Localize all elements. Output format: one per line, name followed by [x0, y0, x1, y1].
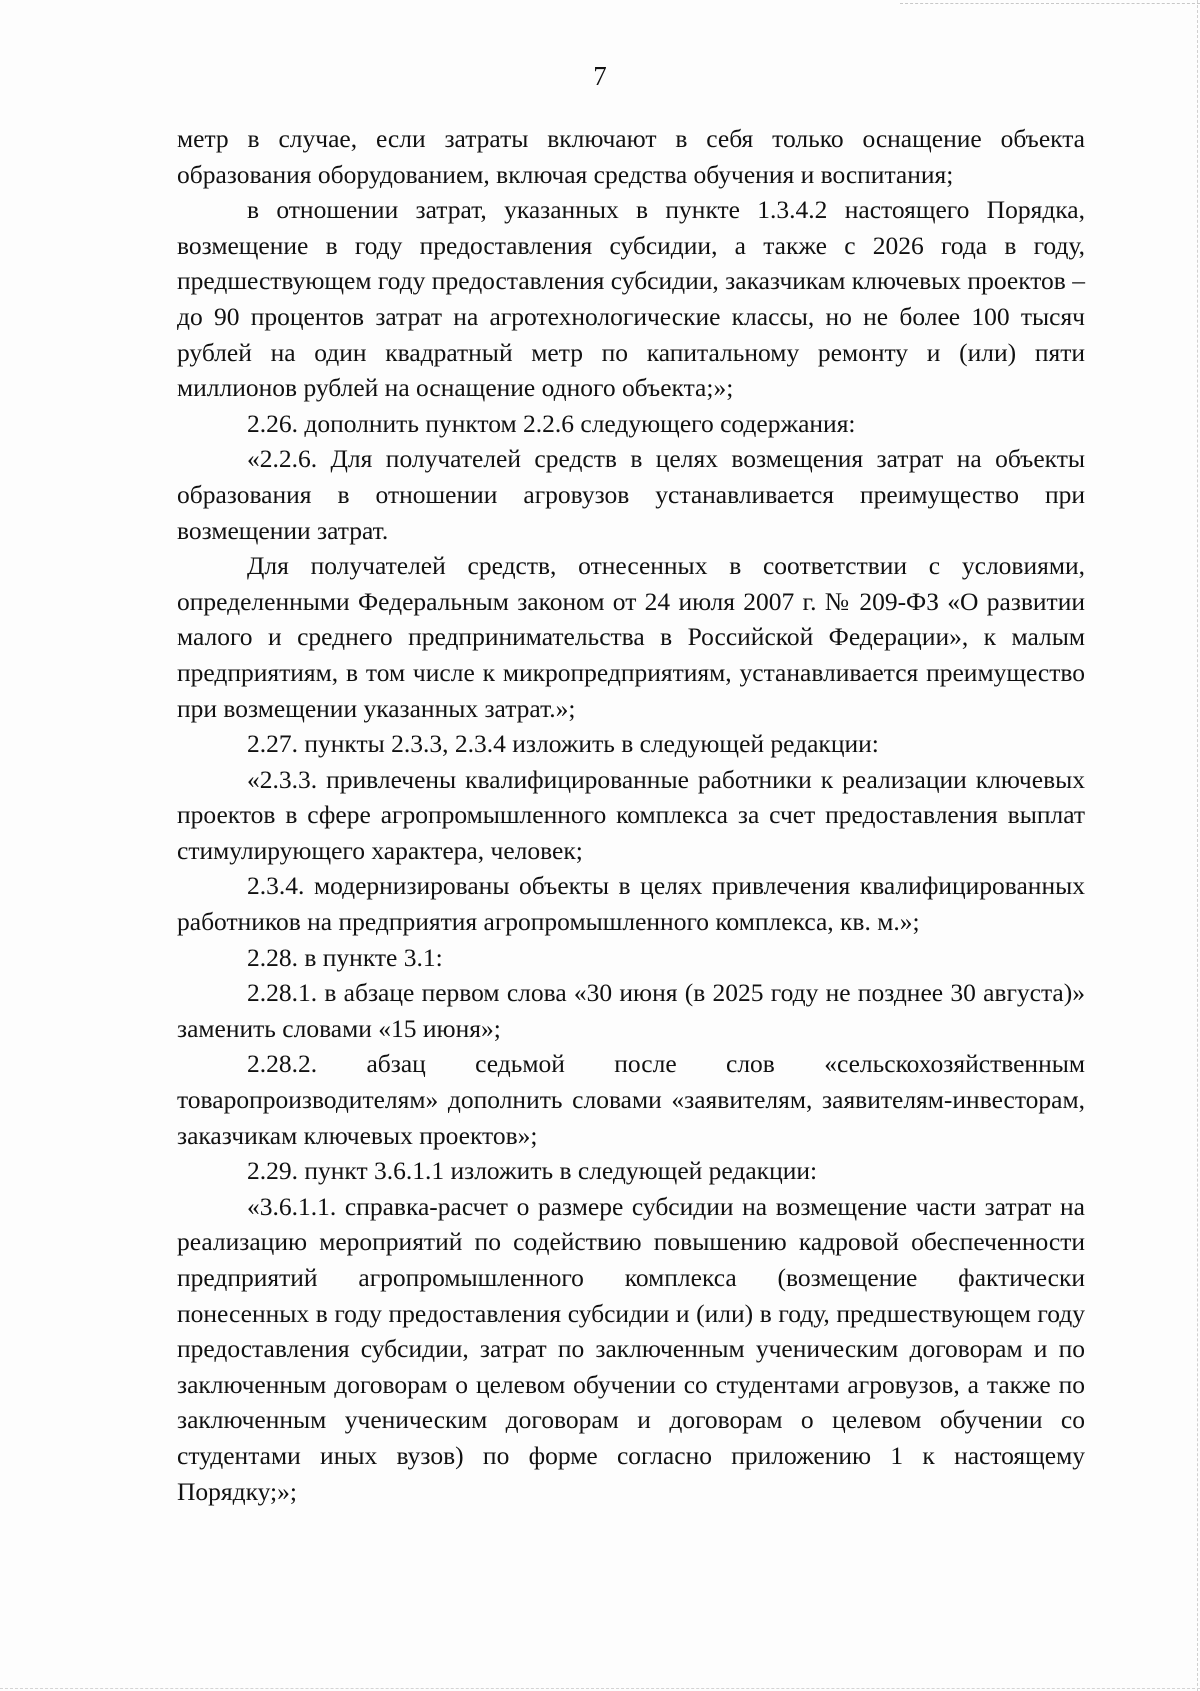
paragraph-small-enterprises: Для получателей средств, отнесенных в соответствии с условиями, определенными Федеральным законом от 24 июля 2007 г. № 209-ФЗ «О развитии малого и среднего предпринимательства в Российской Федерации», к малым предприятиям, в том числе к микропредприятиям, устанавливается преимущество при возмещении указанных затрат.»;	[177, 551, 1085, 723]
scan-edge-right	[1197, 0, 1198, 1691]
paragraph-continuation: метр в случае, если затраты включают в себя только оснащение объекта образования оборудованием, включая средства обучения и воспитания;	[177, 124, 1085, 189]
scan-edge-top	[900, 3, 1200, 4]
paragraph-2-29: 2.29. пункт 3.6.1.1 изложить в следующей редакции:	[247, 1156, 818, 1186]
scan-edge-bottom	[0, 1688, 1200, 1689]
paragraph-3-6-1-1: «3.6.1.1. справка-расчет о размере субсидии на возмещение части затрат на реализацию мероприятий по содействию повышению кадровой обеспеченности предприятий агропромышленного комплекса (возмещение фактически понесенных в году предоставления субсидии и (или) в году, предшествующем году предоставления субсидии, затрат по заключенным ученическим договорам и по заключенным договорам о целевом обучении со студентами агровузов, а также по заключенным ученическим договорам и договорам о целевом обучении со студентами иных вузов) по форме согласно приложению 1 к настоящему Порядку;»;	[177, 1191, 1085, 1506]
paragraph-2-28-2: 2.28.2. абзац седьмой после слов «сельскохозяйственным товаропроизводителям» дополнить словами «заявителям, заявителям-инвесторам, заказчикам ключевых проектов»;	[177, 1049, 1085, 1150]
page-number: 7	[593, 61, 607, 91]
paragraph-2-28: 2.28. в пункте 3.1:	[247, 942, 443, 972]
paragraph-2-2-6: «2.2.6. Для получателей средств в целях возмещения затрат на объекты образования в отношении агровузов устанавливается преимущество при возмещении затрат.	[177, 444, 1085, 545]
paragraph-2-3-4: 2.3.4. модернизированы объекты в целях привлечения квалифицированных работников на предприятия агропромышленного комплекса, кв. м.»;	[177, 871, 1085, 937]
paragraph-2-28-1: 2.28.1. в абзаце первом слова «30 июня (в 2025 году не позднее 30 августа)» заменить словами «15 июня»;	[177, 978, 1085, 1043]
paragraph-2-3-3: «2.3.3. привлечены квалифицированные работники к реализации ключевых проектов в сфере агропромышленного комплекса за счет предоставления выплат стимулирующего характера, человек;	[177, 764, 1085, 865]
document-body	[177, 121, 1085, 1509]
paragraph-costs-1-3-4-2: в отношении затрат, указанных в пункте 1.3.4.2 настоящего Порядка, возмещение в году предоставления субсидии, а также с 2026 года в году, предшествующем году предоставления субсидии, заказчикам ключевых проектов – до 90 процентов затрат на агротехнологические классы, но не более 100 тысяч рублей на один квадратный метр по капитальному ремонту и (или) пяти миллионов рублей на оснащение одного объекта;»;	[177, 195, 1085, 403]
paragraph-2-26: 2.26. дополнить пунктом 2.2.6 следующего содержания:	[247, 408, 856, 438]
paragraph-2-27: 2.27. пункты 2.3.3, 2.3.4 изложить в следующей редакции:	[247, 729, 879, 759]
